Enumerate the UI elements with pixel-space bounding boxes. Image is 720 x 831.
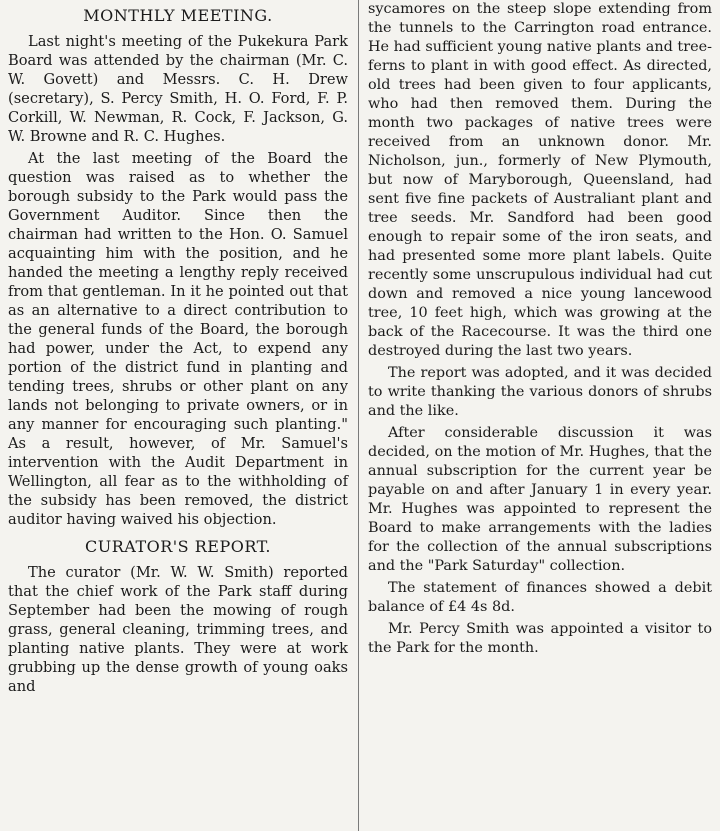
attendance-paragraph: Last night's meeting of the Pukekura Park Board was attended by the chairman (Mr. C. W. Govett) and Messrs. C. H. Drew (secretary), S. Percy Smith, H. O. Ford, F. P. Corkill, W. Newman, R. Cock, F. Jackson, G. W. Browne and R. C. Hughes. <box>8 33 348 145</box>
report-adopted-paragraph: The report was adopted, and it was decided to write thanking the various donors of shrubs and the like. <box>368 365 712 419</box>
subscription-paragraph: After considerable discussion it was decided, on the motion of Mr. Hughes, that the annual subscription for the current year be payable on and after January 1 in every year. Mr. Hughes was appointed to represent the Board to make arrangements with the ladies for the collection of the annual subscriptions and the "Park Saturday" collection. <box>368 425 712 574</box>
curator-report-heading: CURATOR'S REPORT. <box>84 537 271 556</box>
curator-paragraph-start: The curator (Mr. W. W. Smith) reported that the chief work of the Park staff during September had been the mowing of rough grass, general cleaning, trimming trees, and planting native plants. They were at work grubbing up the dense growth of young oaks and <box>8 564 348 695</box>
finances-paragraph: The statement of finances showed a debit balance of £4 4s 8d. <box>368 580 712 615</box>
column-divider <box>358 0 359 831</box>
visitor-paragraph: Mr. Percy Smith was appointed a visitor to the Park for the month. <box>368 621 712 656</box>
curator-paragraph-continued: sycamores on the steep slope extending from the tunnels to the Carrington road entrance. He had sufficient young native plants and tree-ferns to plant in with good effect. As directed, old trees had been given to four applicants, who had then removed them. During the month two packages of native trees were received from an unknown donor. Mr. Nicholson, jun., formerly of New Plymouth, but now of Maryborough, Queensland, had sent five fine packets of Australiant plant and tree seeds. Mr. Sandford had been good enough to repair some of the iron seats, and had presented some more plant labels. Quite recently some unscrupulous individual had cut down and removed a nice young lancewood tree, 10 feet high, which was growing at the back of the Racecourse. It was the third one destroyed during the last two years. <box>368 1 712 359</box>
left-column <box>0 0 356 831</box>
right-column <box>356 0 720 831</box>
subsidy-paragraph: At the last meeting of the Board the question was raised as to whether the borough subsidy to the Park would pass the Government Auditor. Since then the chairman had written to the Hon. O. Samuel acquainting him with the position, and he handed the meeting a lengthy reply received from that gentleman. In it he pointed out that as an alternative to a direct contribution to the general funds of the Board, the borough had power, under the Act, to expend any portion of the district fund in planting and tending trees, shrubs or other plant on any lands not belonging to private owners, or in any manner for encouraging such planting." As a result, however, of Mr. Samuel's intervention with the Audit Department in Wellington, all fear as to the withholding of the subsidy has been removed, the district auditor having waived his objection. <box>8 150 348 528</box>
article-heading: MONTHLY MEETING. <box>83 6 273 25</box>
